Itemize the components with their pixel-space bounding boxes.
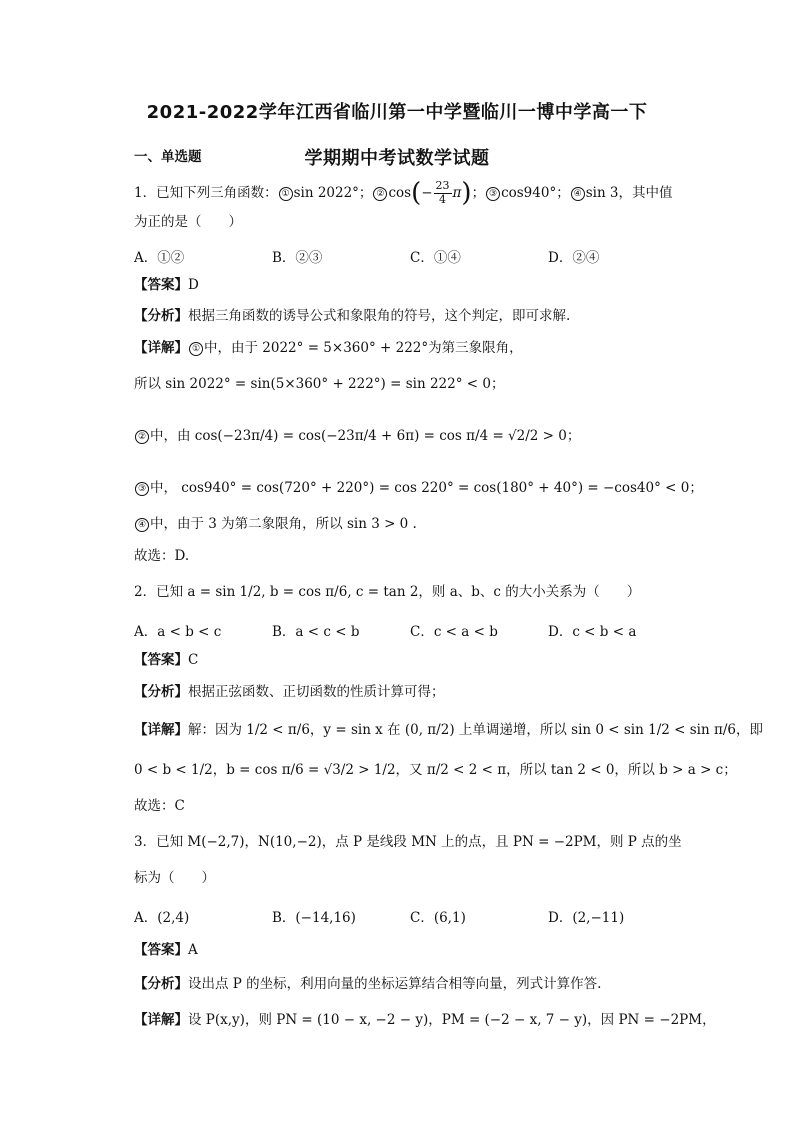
q1-detail-2: 所以 sin 2022° = sin(5×360° + 222°) = sin 222° < 0； — [134, 376, 505, 392]
q1-option-b[interactable]: B．②③ — [272, 250, 323, 266]
section-heading: 一、单选题 — [134, 149, 202, 165]
q2-option-d[interactable]: D．c < b < a — [548, 624, 637, 640]
q3-option-b[interactable]: B．(−14,16) — [272, 910, 356, 926]
q3-stem-cont: 标为（ ） — [134, 870, 215, 886]
q2-stem: 2．已知 a = sin 1/2, b = cos π/6, c = tan 2，则 a、b、c 的大小关系为（ ） — [134, 584, 641, 600]
q2-option-a[interactable]: A．a < b < c — [134, 624, 222, 640]
q1-option-d[interactable]: D．②④ — [548, 250, 600, 266]
q3-detail-1: 【详解】设 P(x,y)，则 PN = (10 − x, −2 − y)，PM = (−2 − x, 7 − y)，因 PN = −2PM， — [134, 1012, 716, 1028]
q2-option-b[interactable]: B．a < c < b — [272, 624, 360, 640]
q1-option-a[interactable]: A．①② — [134, 250, 185, 266]
q3-option-a[interactable]: A．(2,4) — [134, 910, 190, 926]
q1-conclusion: 故选：D. — [134, 548, 190, 564]
q1-answer: 【答案】D — [134, 277, 199, 293]
q1-option-c[interactable]: C．①④ — [410, 250, 461, 266]
q1-detail-5: ④ 中，由于 3 为第二象限角，所以 sin 3 > 0 . — [134, 516, 674, 532]
doc-title-line1: 2021-2022学年江西省临川第一中学暨临川一博中学高一下 — [146, 102, 648, 123]
q1-stem-cont: 为正的是（ ） — [134, 214, 242, 230]
q3-analysis: 【分析】设出点 P 的坐标，利用向量的坐标运算结合相等向量，列式计算作答. — [134, 976, 602, 992]
q1-detail-4: ③ 中， cos940° = cos(720° + 220°) = cos 220° = cos(180° + 40°) = −cos40° < 0； — [134, 480, 674, 496]
q2-analysis: 【分析】根据正弦函数、正切函数的性质计算可得； — [134, 684, 445, 700]
q2-answer: 【答案】C — [134, 652, 199, 668]
q3-option-d[interactable]: D．(2,−11) — [548, 910, 625, 926]
q2-detail-1: 【详解】解：因为 1/2 < π/6，y = sin x 在 (0, π/2) 上单调递增，所以 sin 0 < sin 1/2 < sin π/6，即 — [134, 722, 763, 738]
q3-answer: 【答案】A — [134, 942, 198, 958]
q2-detail-2: 0 < b < 1/2，b = cos π/6 = √3/2 > 1/2，又 π/2 < 2 < π，所以 tan 2 < 0，所以 b > a > c； — [134, 762, 737, 778]
q1-analysis: 【分析】根据三角函数的诱导公式和象限角的符号，这个判定，即可求解. — [134, 308, 571, 324]
q1-detail-3: ② 中，由 cos(−23π/4) = cos(−23π/4 + 6π) = cos π/4 = √2/2 > 0； — [134, 428, 674, 444]
q2-conclusion: 故选：C — [134, 798, 185, 814]
q2-option-c[interactable]: C．c < a < b — [410, 624, 498, 640]
q1-stem: 1．已知下列三角函数： ① sin 2022°； ② cos(− $\frac{23}{4}$ π)； ③ cos940°； ④ sin 3，其中值 — [134, 178, 673, 208]
q3-stem: 3．已知 M(−2,7)，N(10,−2)，点 P 是线段 MN 上的点，且 PN = −2PM，则 P 点的坐 — [134, 834, 682, 850]
doc-title-line2: 学期期中考试数学试题 — [304, 148, 490, 169]
q3-option-c[interactable]: C．(6,1) — [410, 910, 466, 926]
q1-detail-1: 【详解】 ① 中，由于 2022° = 5×360° + 222°为第三象限角， — [134, 340, 523, 356]
